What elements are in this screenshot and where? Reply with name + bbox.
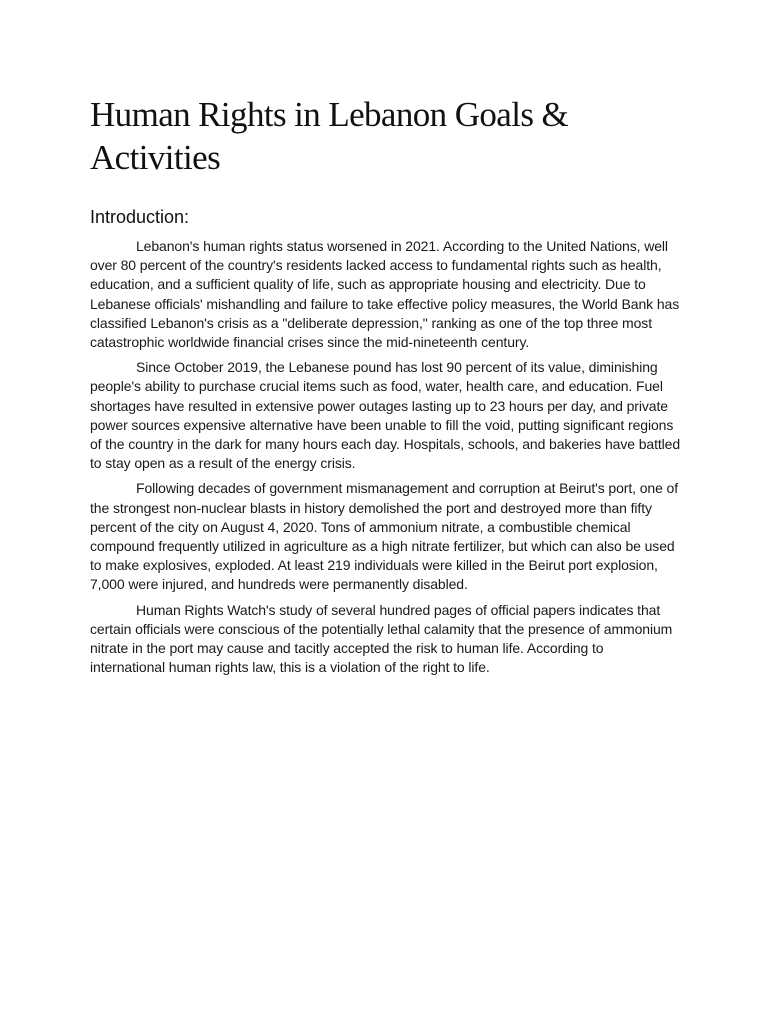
paragraph: Human Rights Watch's study of several hundred pages of official papers indicates that certain officials were conscious of the potentially lethal calamity that the presence of ammonium nitrate in the port may cause and tacitly accepted the risk to human life. According to international human rights law, this is a violation of the right to life. bbox=[90, 601, 673, 676]
paragraph: Following decades of government mismanagement and corruption at Beirut's port, one of the strongest non-nuclear blasts in history demolished the port and destroyed more than fifty percent of the city on August 4, 2020. Tons of ammonium nitrate, a combustible chemical compound frequently utilized in agriculture as a high nitrate fertilizer, but which can also be used to make explosives, exploded. At least 219 individuals were killed in the Beirut port explosion, 7,000 were injured, and hundreds were permanently disabled. bbox=[90, 480, 679, 593]
paragraph-list bbox=[90, 237, 682, 677]
paragraph: Lebanon's human rights status worsened in 2021. According to the United Nations, well over 80 percent of the country's residents lacked access to fundamental rights such as health, education, and a sufficient quality of life, such as appropriate housing and electricity. Due to Lebanese officials' mishandling and failure to take effective policy measures, the World Bank has classified Lebanon's crisis as a "deliberate depression," ranking as one of the top three most catastrophic worldwide financial crises since the mid-nineteenth century. bbox=[90, 238, 680, 351]
paragraph: Since October 2019, the Lebanese pound has lost 90 percent of its value, diminishing people's ability to purchase crucial items such as food, water, health care, and education. Fuel shortages have resulted in extensive power outages lasting up to 23 hours per day, and private power sources expensive alternative have been unable to fill the void, putting significant regions of the country in the dark for many hours each day. Hospitals, schools, and bakeries have battled to stay open as a result of the energy crisis. bbox=[90, 359, 681, 472]
document-body bbox=[90, 93, 682, 683]
section-heading-introduction: Introduction: bbox=[90, 207, 190, 227]
document-title: Human Rights in Lebanon Goals & Activities bbox=[90, 95, 569, 177]
